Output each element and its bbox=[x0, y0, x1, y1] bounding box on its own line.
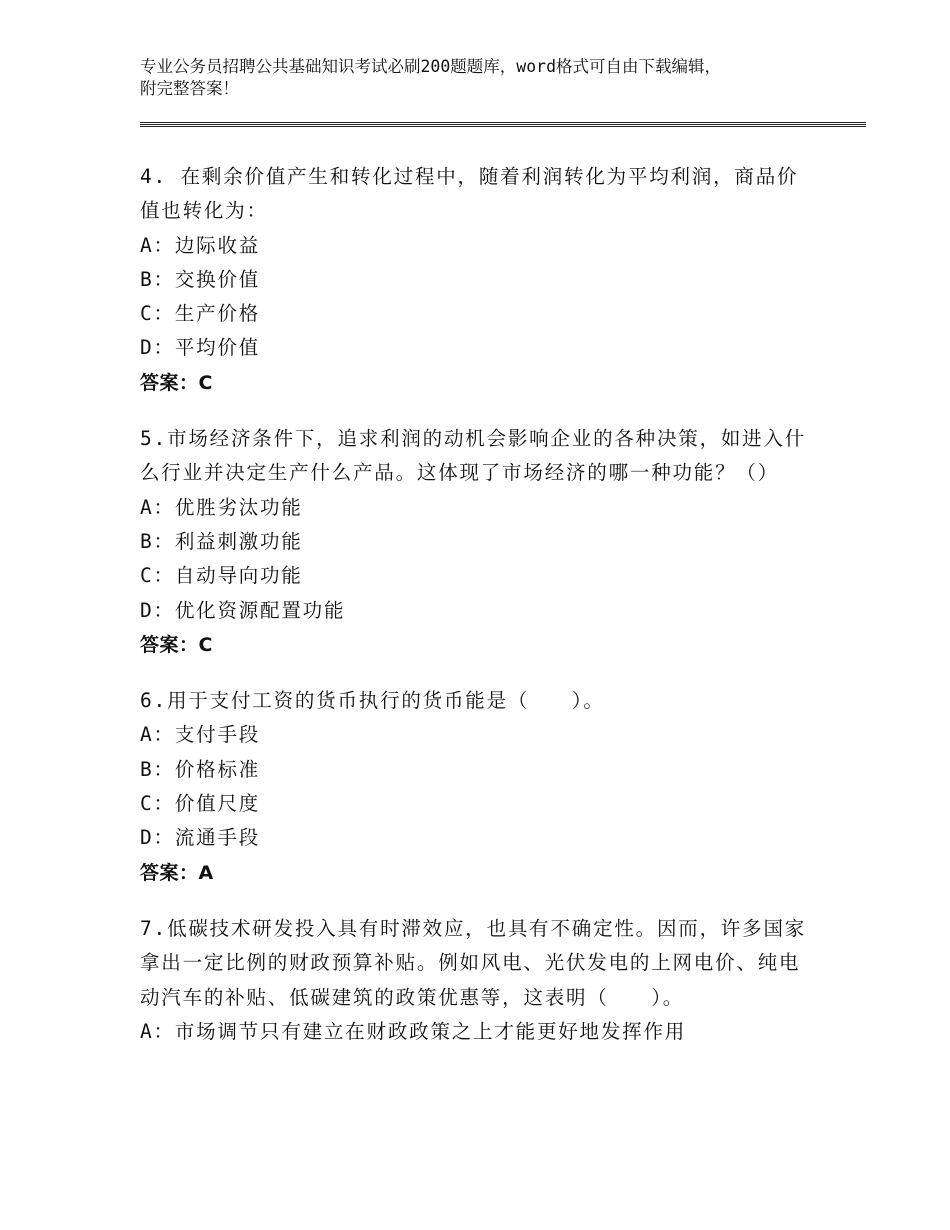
option-b: B：交换价值 bbox=[140, 267, 261, 291]
answer: 答案：C bbox=[140, 633, 213, 656]
question-stem: 6.用于支付工资的货币执行的货币能是（ ）。 bbox=[140, 689, 605, 713]
option-a: A：边际收益 bbox=[140, 233, 261, 257]
question-7 bbox=[140, 912, 810, 1049]
option-c: C：价值尺度 bbox=[140, 792, 261, 816]
option-c: C：自动导向功能 bbox=[140, 564, 303, 588]
option-d: D：流通手段 bbox=[140, 826, 261, 850]
answer: 答案：C bbox=[140, 371, 213, 394]
option-a: A：优胜劣汰功能 bbox=[140, 495, 303, 519]
option-a: A：市场调节只有建立在财政政策之上才能更好地发挥作用 bbox=[140, 1019, 687, 1043]
option-b: B：利益刺激功能 bbox=[140, 529, 303, 553]
question-stem: 7.低碳技术研发投入具有时滞效应，也具有不确定性。因而，许多国家拿出一定比例的财政预算补贴。例如风电、光伏发电的上网电价、纯电动汽车的补贴、低碳建筑的政策优惠等，这表明（ ）。 bbox=[140, 916, 807, 1009]
page-header bbox=[140, 56, 840, 100]
question-5 bbox=[140, 422, 810, 662]
header-line-1: 专业公务员招聘公共基础知识考试必刷200题题库，word格式可自由下载编辑， bbox=[140, 57, 722, 76]
answer: 答案：A bbox=[140, 861, 214, 884]
question-list bbox=[140, 160, 810, 1071]
question-6 bbox=[140, 684, 810, 890]
option-a: A：支付手段 bbox=[140, 723, 261, 747]
option-c: C：生产价格 bbox=[140, 302, 261, 326]
option-d: D：平均价值 bbox=[140, 336, 261, 360]
header-divider bbox=[140, 122, 866, 127]
header-line-2: 附完整答案！ bbox=[140, 79, 239, 98]
question-stem: 5.市场经济条件下，追求利润的动机会影响企业的各种决策，如进入什么行业并决定生产什么产品。这体现了市场经济的哪一种功能？（） bbox=[140, 427, 807, 485]
option-d: D：优化资源配置功能 bbox=[140, 598, 346, 622]
option-b: B：价格标准 bbox=[140, 757, 261, 781]
question-4 bbox=[140, 160, 810, 400]
question-stem: 4. 在剩余价值产生和转化过程中，随着利润转化为平均利润，商品价值也转化为： bbox=[140, 165, 799, 223]
